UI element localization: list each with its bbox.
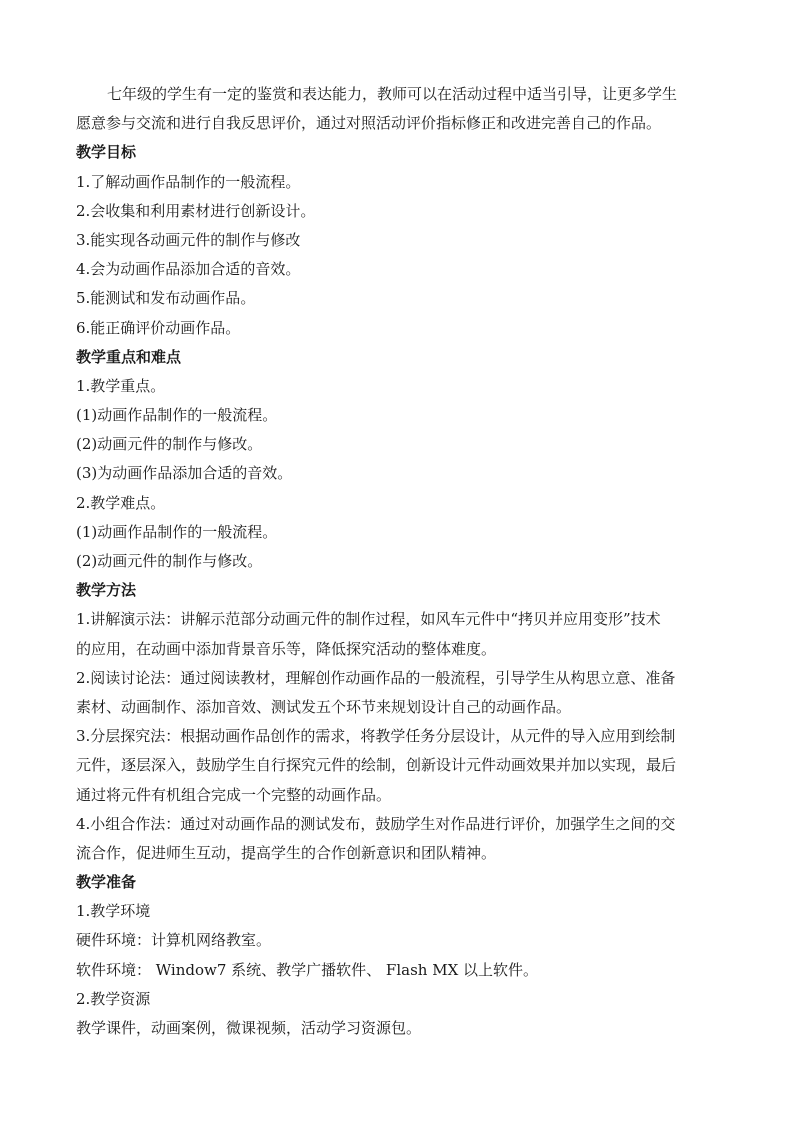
preparation-item: 2.教学资源 — [76, 989, 151, 1008]
document-page — [76, 80, 720, 1043]
section-heading-objectives: 教学目标 — [76, 143, 137, 162]
preparation-item: 硬件环境：计算机网络教室。 — [76, 931, 272, 950]
objective-item: 1.了解动画作品制作的一般流程。 — [76, 172, 301, 191]
method-line: 通过将元件有机组合完成一个完整的动画作品。 — [76, 785, 392, 804]
intro-line: 七年级的学生有一定的鉴赏和表达能力，教师可以在活动过程中适当引导，让更多学生 — [107, 85, 678, 103]
preparation-item: 1.教学环境 — [76, 902, 151, 921]
section-heading-preparation: 教学准备 — [76, 873, 137, 892]
key-point-item: (2)动画元件的制作与修改。 — [76, 552, 263, 570]
key-point-item: (2)动画元件的制作与修改。 — [76, 435, 263, 454]
method-line: 的应用，在动画中添加背景音乐等，降低探究活动的整体难度。 — [76, 639, 497, 658]
preparation-item: 软件环境： Window7 系统、教学广播软件、 Flash MX 以上软件。 — [76, 960, 539, 979]
objective-item: 5.能测试和发布动画作品。 — [76, 289, 256, 308]
method-line: 素材、动画制作、添加音效、测试发五个环节来规划设计自己的动画作品。 — [76, 697, 572, 716]
key-point-item: (1)动画作品制作的一般流程。 — [76, 522, 278, 541]
method-line: 4.小组合作法：通过对动画作品的测试发布，鼓励学生对作品进行评价，加强学生之间的交 — [76, 814, 676, 833]
method-line: 1.讲解演示法：讲解示范部分动画元件的制作过程，如风车元件中“拷贝并应用变形”技术 — [76, 610, 661, 629]
intro-line: 愿意参与交流和进行自我反思评价，通过对照活动评价指标修正和改进完善自己的作品。 — [76, 114, 662, 133]
objective-item: 2.会收集和利用素材进行创新设计。 — [76, 201, 316, 220]
objective-item: 3.能实现各动画元件的制作与修改 — [76, 230, 301, 249]
method-line: 2.阅读讨论法：通过阅读教材，理解创作动画作品的一般流程，引导学生从构思立意、准备 — [76, 668, 676, 687]
objective-item: 4.会为动画作品添加合适的音效。 — [76, 260, 301, 279]
key-point-item: 1.教学重点。 — [76, 376, 166, 395]
key-point-item: (3)为动画作品添加合适的音效。 — [76, 464, 293, 483]
preparation-item: 教学课件，动画案例，微课视频，活动学习资源包。 — [76, 1019, 422, 1037]
method-line: 元件，逐层深入，鼓励学生自行探究元件的绘制，创新设计元件动画效果并加以实现，最后 — [76, 756, 677, 775]
key-point-item: 2.教学难点。 — [76, 493, 166, 512]
method-line: 流合作，促进师生互动，提高学生的合作创新意识和团队精神。 — [76, 843, 497, 862]
section-heading-key-points: 教学重点和难点 — [76, 347, 182, 366]
section-heading-methods: 教学方法 — [76, 581, 137, 600]
method-line: 3.分层探究法：根据动画作品创作的需求，将教学任务分层设计，从元件的导入应用到绘制 — [76, 727, 676, 746]
key-point-item: (1)动画作品制作的一般流程。 — [76, 406, 278, 425]
objective-item: 6.能正确评价动画作品。 — [76, 318, 241, 337]
